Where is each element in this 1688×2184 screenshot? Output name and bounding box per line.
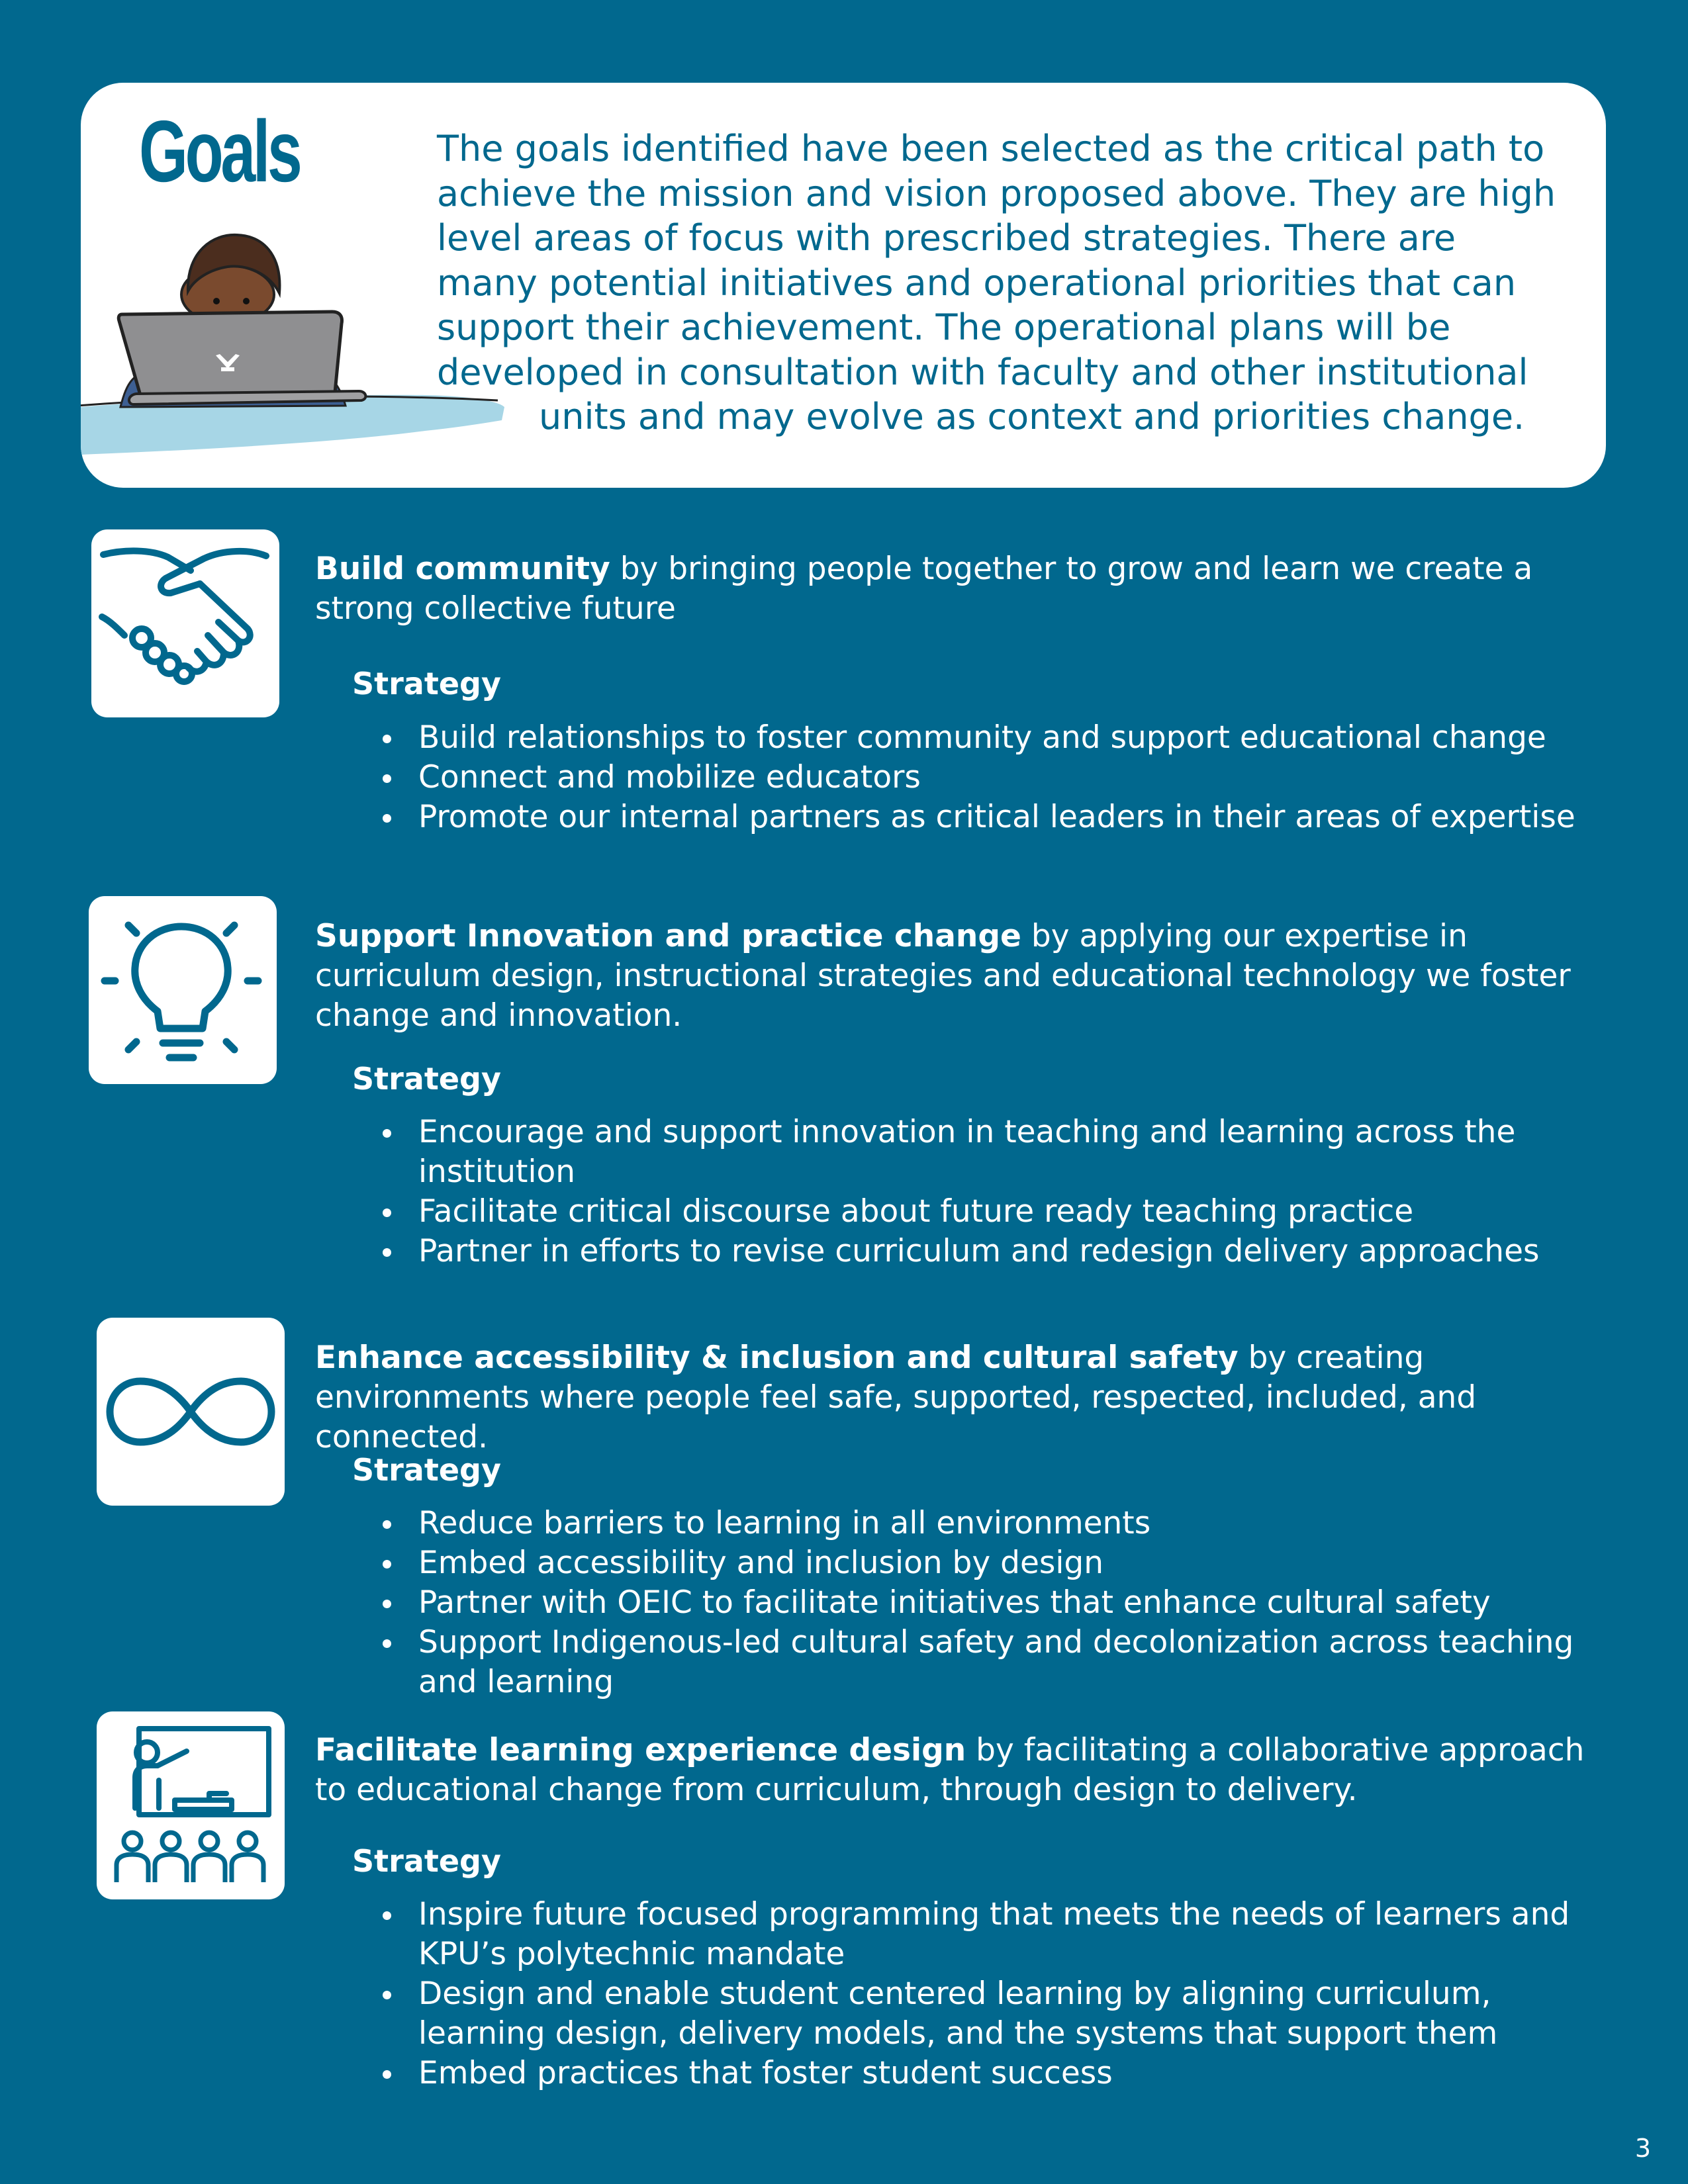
strategy-item: Partner with OEIC to facilitate initiatives that enhance cultural safety [379, 1583, 1610, 1623]
strategy-list [379, 1895, 1610, 2093]
strategy-item: Promote our internal partners as critical leaders in their areas of expertise [379, 797, 1610, 837]
strategy-item: Reduce barriers to learning in all environments [379, 1504, 1610, 1543]
goal-description [315, 549, 1613, 629]
intro-line: developed in consultation with faculty and other institutional [437, 351, 1528, 393]
strategy-item: Design and enable student centered learning by aligning curriculum, learning design, delivery models, and the systems that support them [379, 1974, 1610, 2054]
strategy-list [379, 718, 1610, 837]
strategy-item: Partner in efforts to revise curriculum and redesign delivery approaches [379, 1232, 1610, 1271]
goal-icon-box-accessibility [97, 1318, 285, 1506]
intro-line: units and may evolve as context and priorities change. [539, 396, 1525, 437]
goal-description [315, 1731, 1613, 1810]
goal-description-text: by creating environments where people feel safe, supported, respected, included, and connected. [315, 1340, 1477, 1455]
strategy-item: Embed practices that foster student success [379, 2054, 1610, 2093]
intro-paragraph [437, 126, 1589, 439]
intro-line: The goals identified have been selected as the critical path to [437, 128, 1545, 169]
strategy-heading: Strategy [352, 1452, 501, 1488]
goal-description-text: by bringing people together to grow and learn we create a strong collective future [315, 551, 1533, 627]
goal-lead: Enhance accessibility & inclusion and cultural safety [315, 1340, 1239, 1376]
strategy-item: Support Indigenous-led cultural safety and decolonization across teaching and learning [379, 1623, 1610, 1702]
goal-lead: Build community [315, 551, 610, 587]
goals-header-card [81, 83, 1606, 488]
strategy-heading: Strategy [352, 1843, 501, 1879]
goal-description [315, 917, 1613, 1036]
goal-icon-box-innovation [89, 896, 277, 1084]
page-number: 3 [1634, 2134, 1651, 2163]
strategy-list [379, 1504, 1610, 1702]
goal-lead: Facilitate learning experience design [315, 1732, 966, 1768]
strategy-item: Inspire future focused programming that meets the needs of learners and KPU’s polytechnic mandate [379, 1895, 1610, 1974]
handshake-icon [91, 529, 279, 717]
intro-line: support their achievement. The operational plans will be [437, 306, 1451, 348]
strategy-item: Build relationships to foster community and support educational change [379, 718, 1610, 758]
strategy-item: Connect and mobilize educators [379, 758, 1610, 797]
page-title: Goals [139, 103, 300, 200]
goal-icon-box-community [91, 529, 279, 717]
intro-line: level areas of focus with prescribed strategies. There are [437, 217, 1456, 259]
classroom-teacher-icon [97, 1711, 285, 1899]
goal-description-text: by applying our expertise in curriculum design, instructional strategies and educational technology we foster change and innovation. [315, 918, 1571, 1034]
goal-lead: Support Innovation and practice change [315, 918, 1021, 954]
lightbulb-icon [89, 896, 277, 1084]
infinity-icon [97, 1318, 285, 1506]
intro-line: achieve the mission and vision proposed above. They are high [437, 172, 1556, 214]
goal-description-text: by facilitating a collaborative approach to educational change from curriculum, through design to delivery. [315, 1732, 1585, 1808]
strategy-list [379, 1113, 1610, 1271]
goal-icon-box-learning-design [97, 1711, 285, 1899]
strategy-heading: Strategy [352, 666, 501, 702]
strategy-heading: Strategy [352, 1061, 501, 1097]
strategy-item: Facilitate critical discourse about future ready teaching practice [379, 1192, 1610, 1232]
goal-description [315, 1338, 1613, 1457]
intro-line: many potential initiatives and operational priorities that can [437, 261, 1517, 304]
strategy-item: Encourage and support innovation in teaching and learning across the institution [379, 1113, 1610, 1192]
strategy-item: Embed accessibility and inclusion by design [379, 1543, 1610, 1583]
